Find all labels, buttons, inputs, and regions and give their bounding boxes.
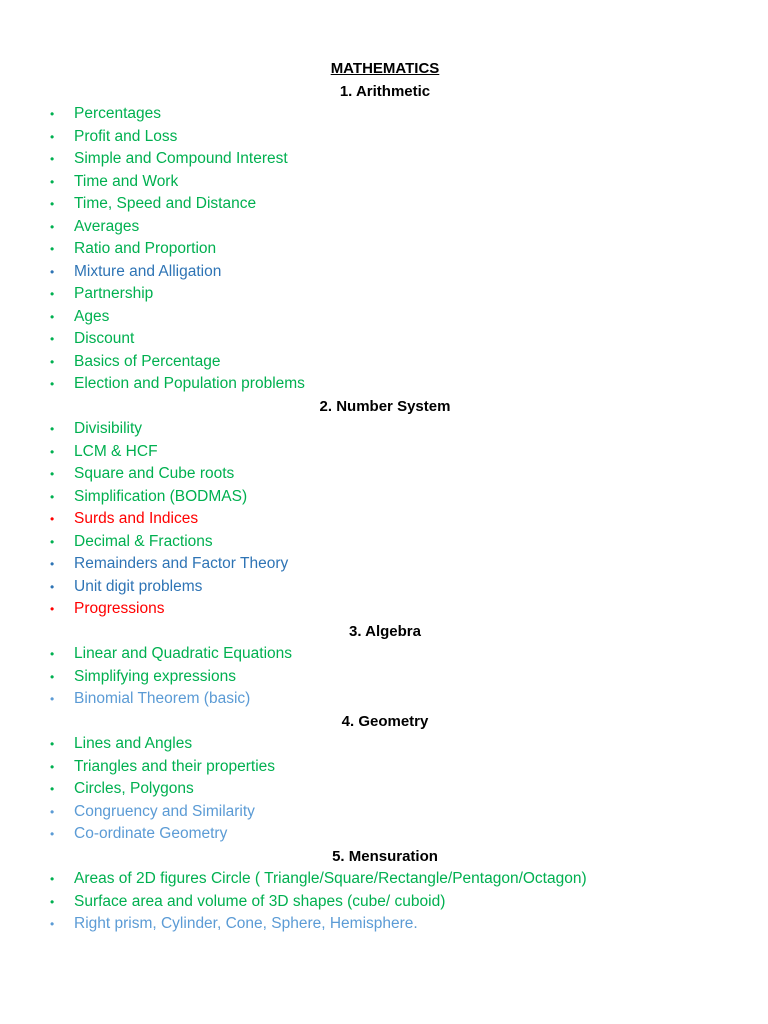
bullet-icon: • — [50, 782, 55, 796]
document-title: MATHEMATICS — [330, 60, 440, 77]
bullet-icon: • — [50, 669, 55, 684]
list-item — [0, 306, 768, 329]
list-item-text: Surface area and volume of 3D shapes (cube/ cuboid) — [74, 892, 446, 910]
list-item-text: Profit and Loss — [74, 127, 178, 145]
list-item-text: Square and Cube roots — [74, 465, 235, 482]
section-heading: 4. Geometry — [341, 712, 429, 730]
document-page — [0, 58, 768, 936]
bullet-icon: • — [50, 242, 55, 256]
bullet-icon: • — [50, 602, 55, 616]
bullet-icon: • — [50, 174, 55, 189]
bullet-icon: • — [50, 107, 55, 121]
topic-list — [0, 868, 768, 936]
list-item — [0, 441, 768, 464]
list-item — [0, 216, 768, 239]
list-item-text: Linear and Quadratic Equations — [74, 645, 293, 662]
list-item — [0, 666, 768, 689]
list-item — [0, 373, 768, 396]
topic-list — [0, 733, 768, 846]
list-item — [0, 643, 768, 666]
bullet-icon: • — [50, 377, 55, 391]
bullet-icon: • — [50, 354, 55, 369]
list-item-text: Binomial Theorem (basic) — [74, 690, 251, 707]
bullet-icon: • — [50, 804, 55, 819]
list-item — [0, 891, 768, 914]
list-item — [0, 328, 768, 351]
list-item — [0, 756, 768, 779]
list-item-text: Remainders and Factor Theory — [74, 555, 289, 572]
bullet-icon: • — [50, 264, 55, 279]
bullet-icon: • — [50, 219, 55, 234]
list-item-text: Ratio and Proportion — [74, 240, 217, 257]
bullet-icon: • — [50, 422, 55, 436]
bullet-icon: • — [50, 129, 55, 144]
list-item-text: Averages — [74, 217, 140, 235]
bullet-icon: • — [50, 309, 55, 324]
list-item-text: Ages — [74, 307, 110, 325]
list-item-text: Decimal & Fractions — [74, 532, 213, 550]
list-item — [0, 531, 768, 554]
list-item-text: Surds and Indices — [74, 510, 199, 527]
topic-list — [0, 103, 768, 396]
list-item-text: Circles, Polygons — [74, 780, 194, 797]
list-item — [0, 148, 768, 171]
bullet-icon: • — [50, 579, 55, 594]
topic-list — [0, 418, 768, 621]
list-item — [0, 171, 768, 194]
list-item — [0, 801, 768, 824]
list-item-text: Right prism, Cylinder, Cone, Sphere, Hemisphere. — [74, 915, 418, 932]
list-item — [0, 508, 768, 531]
list-item — [0, 418, 768, 441]
list-item — [0, 463, 768, 486]
bullet-icon: • — [50, 894, 55, 909]
list-item-text: Basics of Percentage — [74, 352, 221, 370]
bullet-icon: • — [50, 557, 55, 571]
bullet-icon: • — [50, 512, 55, 526]
list-item-text: Triangles and their properties — [74, 757, 276, 775]
section-heading: 5. Mensuration — [332, 847, 438, 865]
topic-list — [0, 643, 768, 711]
list-item — [0, 868, 768, 891]
bullet-icon: • — [50, 737, 55, 751]
list-item-text: Simplifying expressions — [74, 667, 236, 685]
bullet-icon: • — [50, 332, 55, 346]
list-item-text: Discount — [74, 330, 135, 347]
bullet-icon: • — [50, 197, 55, 211]
list-item — [0, 913, 768, 936]
list-item-text: Congruency and Similarity — [74, 802, 255, 820]
list-item — [0, 688, 768, 711]
bullet-icon: • — [50, 872, 55, 886]
list-item-text: Co-ordinate Geometry — [74, 825, 228, 842]
list-item-text: Simplification (BODMAS) — [74, 487, 248, 505]
bullet-icon: • — [50, 467, 55, 481]
list-item — [0, 126, 768, 149]
list-item-text: Simple and Compound Interest — [74, 150, 288, 167]
list-item-text: Mixture and Alligation — [74, 262, 222, 280]
list-item — [0, 576, 768, 599]
section-heading: 1. Arithmetic — [339, 82, 431, 100]
list-item-text: Divisibility — [74, 420, 143, 437]
list-item-text: Lines and Angles — [74, 735, 193, 752]
list-item — [0, 351, 768, 374]
bullet-icon: • — [50, 827, 55, 841]
list-item-text: Election and Population problems — [74, 375, 305, 392]
section-heading: 2. Number System — [319, 397, 451, 415]
list-item — [0, 733, 768, 756]
bullet-icon: • — [50, 534, 55, 549]
list-item — [0, 103, 768, 126]
list-item — [0, 283, 768, 306]
bullet-icon: • — [50, 917, 55, 931]
list-item — [0, 778, 768, 801]
list-item-text: Time and Work — [74, 172, 179, 190]
list-item — [0, 553, 768, 576]
list-item-text: Percentages — [74, 105, 162, 122]
list-item — [0, 486, 768, 509]
bullet-icon: • — [50, 444, 55, 459]
list-item-text: LCM & HCF — [74, 442, 158, 460]
list-item — [0, 238, 768, 261]
list-item — [0, 823, 768, 846]
list-item-text: Partnership — [74, 285, 154, 302]
list-item-text: Progressions — [74, 600, 165, 617]
section-heading: 3. Algebra — [349, 622, 421, 640]
bullet-icon: • — [50, 692, 55, 706]
list-item — [0, 193, 768, 216]
bullet-icon: • — [50, 647, 55, 661]
bullet-icon: • — [50, 759, 55, 774]
list-item — [0, 261, 768, 284]
list-item-text: Areas of 2D figures Circle ( Triangle/Square/Rectangle/Pentagon/Octagon) — [74, 870, 587, 887]
list-item — [0, 598, 768, 621]
topic-sections — [0, 81, 768, 936]
bullet-icon: • — [50, 489, 55, 504]
bullet-icon: • — [50, 152, 55, 166]
list-item-text: Time, Speed and Distance — [74, 195, 257, 212]
list-item-text: Unit digit problems — [74, 577, 203, 595]
bullet-icon: • — [50, 287, 55, 301]
